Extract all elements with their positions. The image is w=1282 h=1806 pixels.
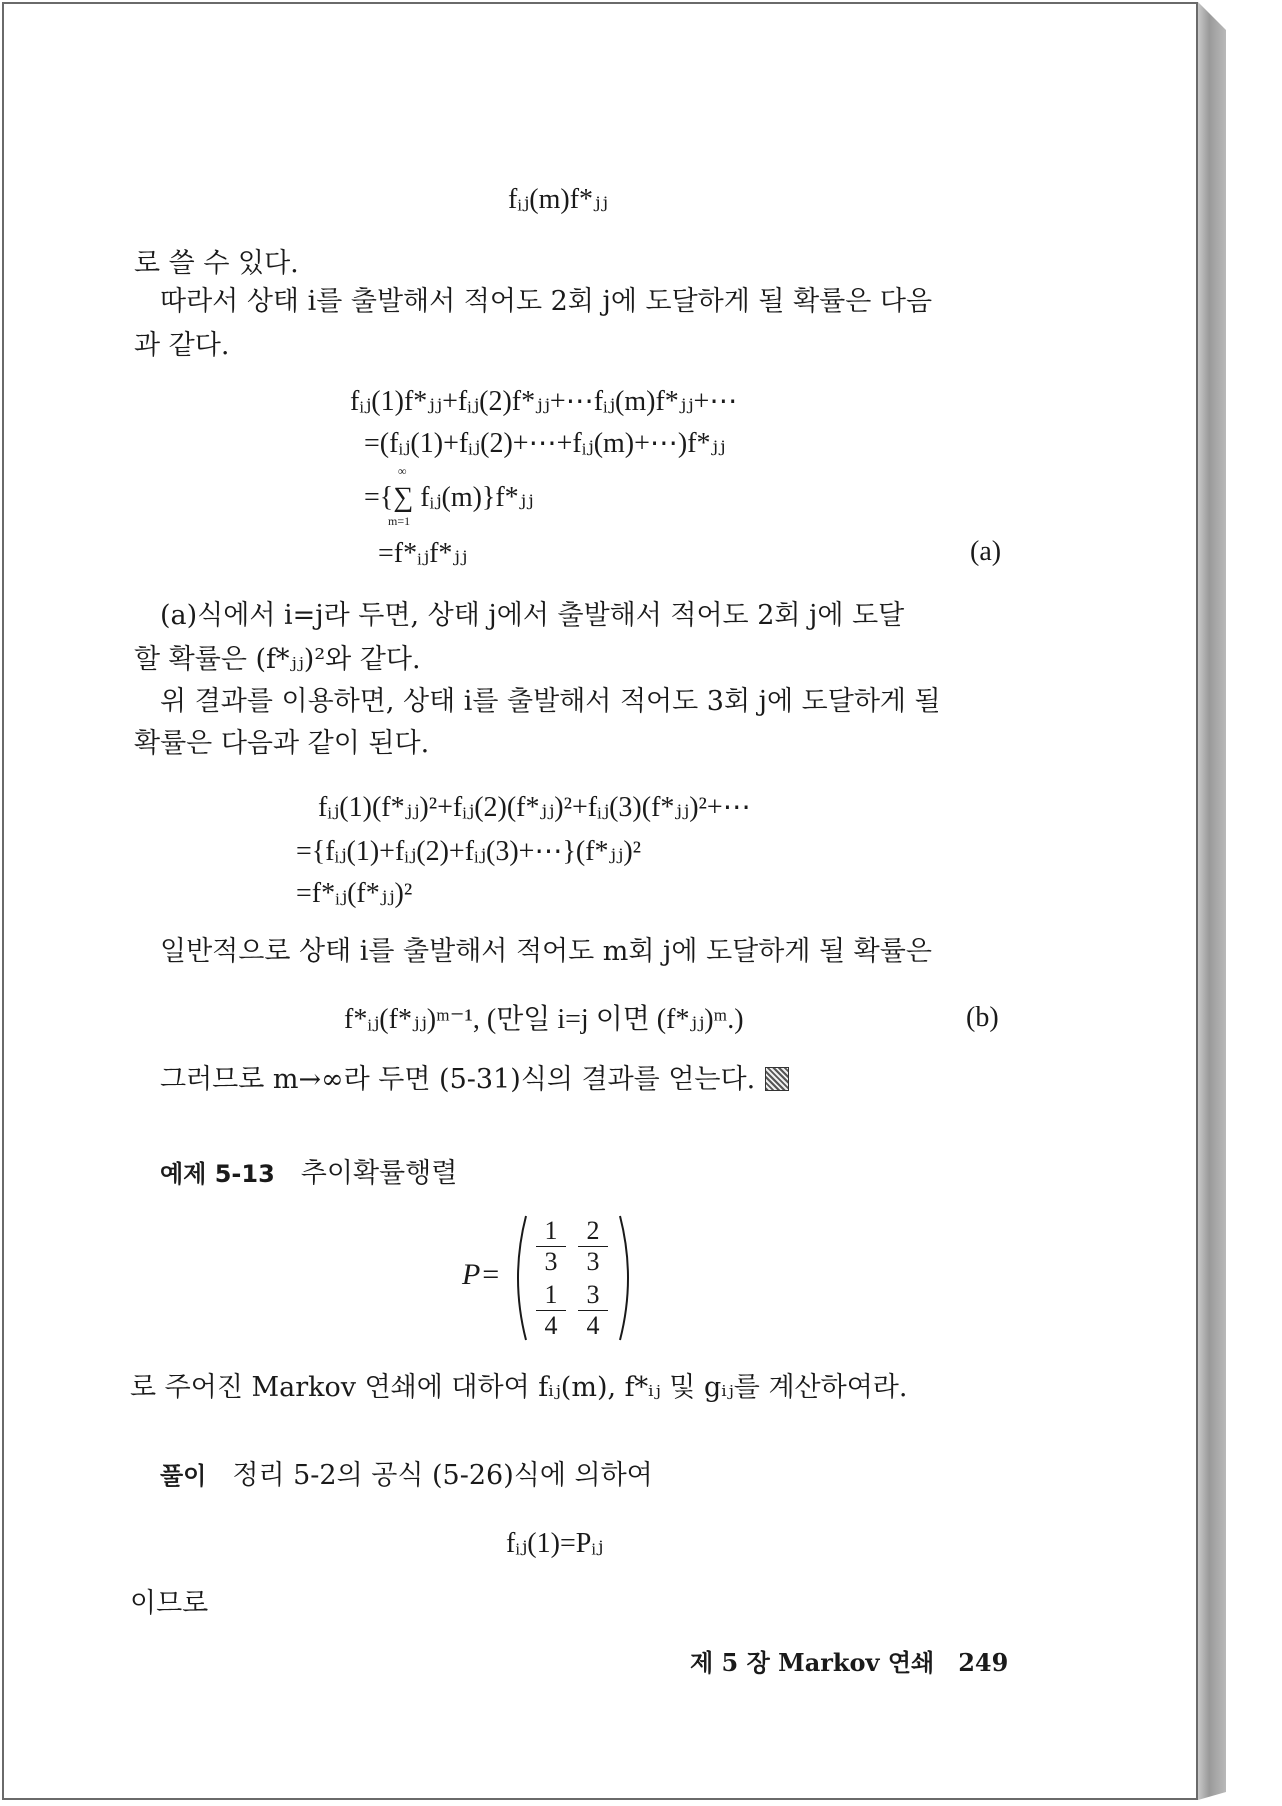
page-footer [690,1643,1008,1678]
matrix-entry-11: 1 3 [536,1218,566,1275]
equation-1b: =(fᵢⱼ(1)+fᵢⱼ(2)+⋯+fᵢⱼ(m)+⋯)f*ⱼⱼ [364,428,726,459]
solution-label: 풀이 [160,1462,207,1490]
text-line-7: 확률은 다음과 같이 된다. [134,728,430,759]
text-line-5: 할 확률은 (f*ⱼⱼ)²와 같다. [134,644,421,675]
text-line-2: 따라서 상태 i를 출발해서 적어도 2회 j에 도달하게 될 확률은 다음 [160,286,933,317]
equation-1a: fᵢⱼ(1)f*ⱼⱼ+fᵢⱼ(2)f*ⱼⱼ+⋯fᵢⱼ(m)f*ⱼⱼ+⋯ [350,386,738,417]
equation-2c: =f*ᵢⱼ(f*ⱼⱼ)² [296,878,413,909]
solution-text: 정리 5-2의 공식 (5-26)식에 의하여 [232,1460,653,1491]
equation-2b: ={fᵢⱼ(1)+fᵢⱼ(2)+fᵢⱼ(3)+⋯}(f*ⱼⱼ)² [296,836,642,867]
text-line-9: 그러므로 m→∞라 두면 (5-31)식의 결과를 얻는다. [160,1062,789,1098]
example-number: 예제 5-13 [160,1160,275,1188]
text-line-3: 과 같다. [134,330,230,361]
transition-matrix [462,1212,662,1344]
equation-2a: fᵢⱼ(1)(f*ⱼⱼ)²+fᵢⱼ(2)(f*ⱼⱼ)²+fᵢⱼ(3)(f*ⱼⱼ)²+⋯ [318,792,751,823]
matrix-entry-12: 2 3 [578,1218,608,1275]
text-line-4: (a)식에서 i=j라 두면, 상태 j에서 출발해서 적어도 2회 j에 도달 [160,600,905,631]
equation-top: fᵢⱼ(m)f*ⱼⱼ [508,184,608,215]
equation-3: f*ᵢⱼ(f*ⱼⱼ)ᵐ⁻¹, (만일 i=j 이면 (f*ⱼⱼ)ᵐ.) [344,1004,744,1035]
text-line-11: 이므로 [130,1588,209,1619]
text-line-8: 일반적으로 상태 i를 출발해서 적어도 m회 j에 도달하게 될 확률은 [160,936,932,967]
matrix-label: P= [462,1258,501,1291]
equation-label-b: (b) [966,1002,999,1033]
text-line-6: 위 결과를 이용하면, 상태 i를 출발해서 적어도 3회 j에 도달하게 될 [160,686,941,717]
equation-1d: =f*ᵢⱼf*ⱼⱼ [378,538,468,569]
example-title: 추이확률행렬 [300,1158,458,1189]
page-edge-shadow [1198,2,1226,1800]
end-of-proof-icon [765,1067,789,1091]
matrix-entry-21: 1 4 [536,1282,566,1339]
solution-heading [160,1458,653,1494]
page-number: 249 [958,1648,1009,1677]
text-line-1: 로 쓸 수 있다. [134,248,299,279]
sum-upper-limit: ∞ [398,464,407,478]
sum-lower-limit: m=1 [388,514,411,528]
equation-1c: ={∑ fᵢⱼ(m)}f*ⱼⱼ [364,482,534,513]
matrix-entry-22: 3 4 [578,1282,608,1339]
text-line-10: 로 주어진 Markov 연쇄에 대하여 fᵢⱼ(m), f*ᵢⱼ 및 gᵢⱼ를 계산하여라. [130,1372,908,1403]
example-heading [160,1156,457,1192]
equation-4: fᵢⱼ(1)=Pᵢⱼ [506,1528,604,1559]
equation-label-a: (a) [970,536,1002,567]
chapter-title: 제 5 장 Markov 연쇄 [690,1648,935,1677]
